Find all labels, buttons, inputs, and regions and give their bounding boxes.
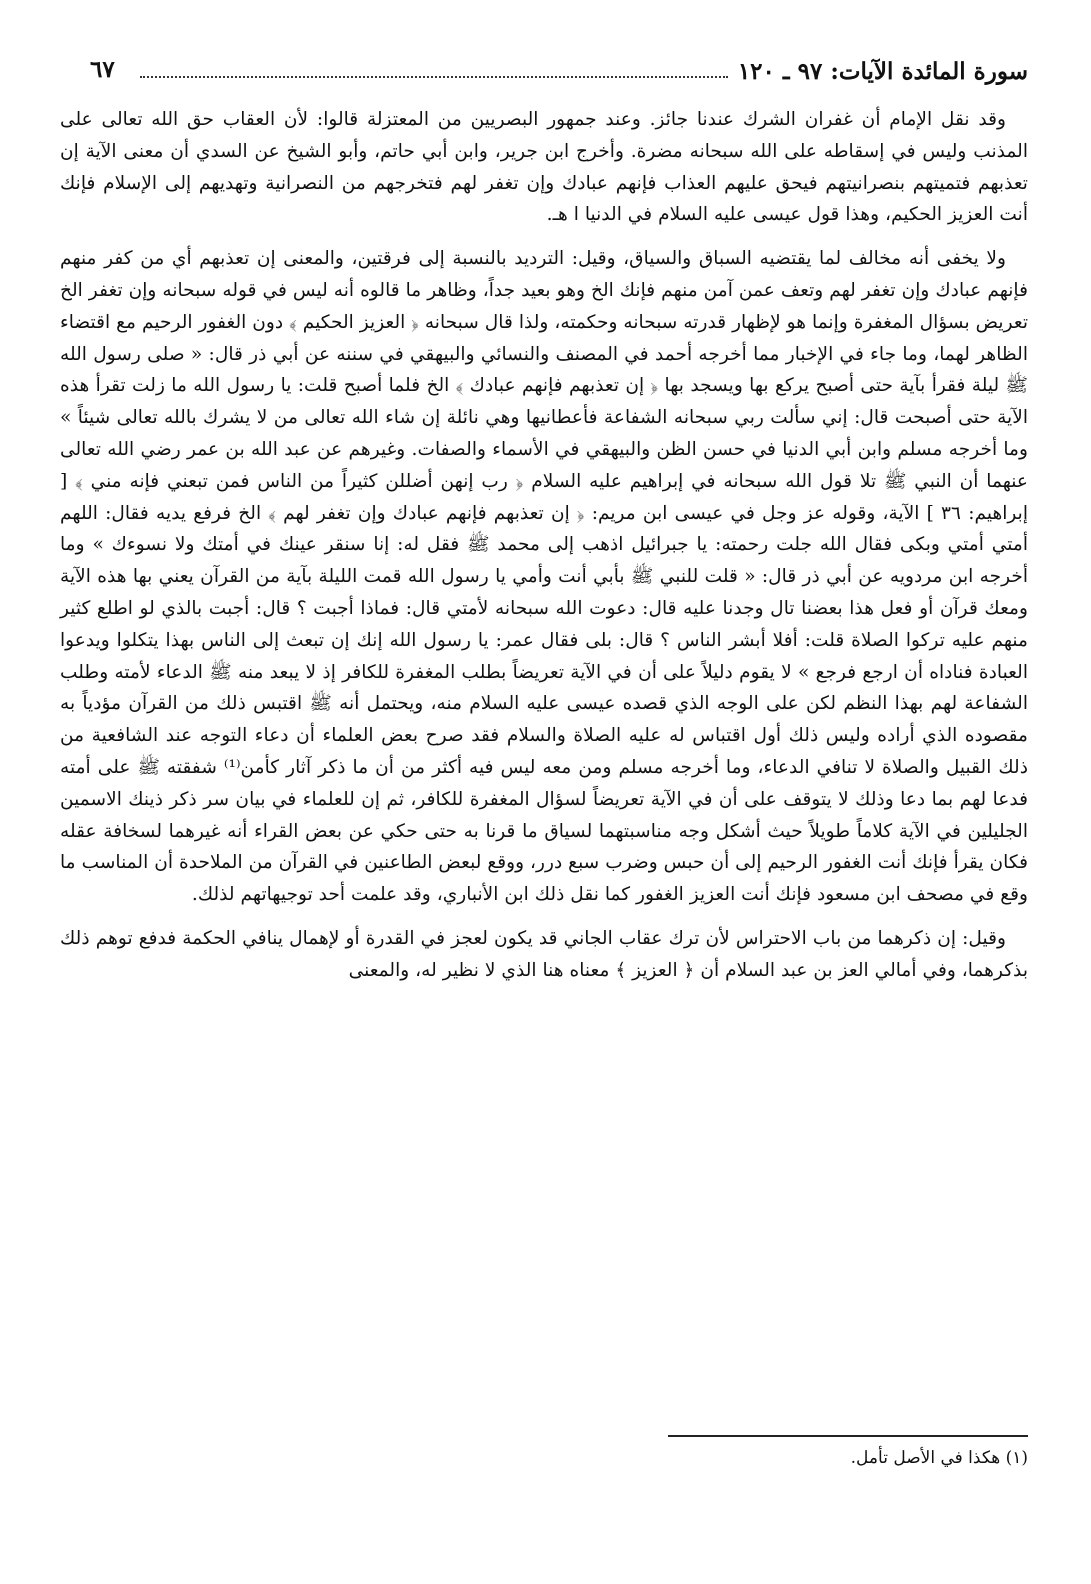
paragraph-3: وقيل: إن ذكرهما من باب الاحتراس لأن ترك عقاب الجاني قد يكون لعجز في القدرة أو لإهمال ينافي الحكمة فدفع توهم ذلك بذكرهما، وفي أمالي العز بن عبد السلام أن ﴿ العزيز ﴾ معناه هنا الذي لا نظير له، والمعنى [60, 927, 1028, 981]
footnote: (١) هكذا في الأصل تأمل. [850, 1448, 1028, 1468]
running-title: سورة المائدة الآيات: ٩٧ ـ ١٢٠ [737, 58, 1028, 85]
running-header [60, 50, 1028, 94]
paragraph-1: وقد نقل الإمام أن غفران الشرك عندنا جائز. وعند جمهور البصريين من المعتزلة قالوا: لأن العقاب حق الله تعالى على المذنب وليس في إسقاطه على الله سبحانه مضرة. وأخرج ابن جرير، وابن أبي حاتم، وأبو الشيخ عن السدي أن معنى الآية إن تعذبهم فتميتهم بنصرانيتهم فيحق عليهم العذاب فإنهم عبادك وإن تغفر لهم فتخرجهم من النصرانية وتهديهم إلى الإسلام فإنك أنت العزيز الحكيم، وهذا قول عيسى عليه السلام في الدنيا ا هـ. [60, 109, 1028, 226]
book-page [60, 50, 1028, 1550]
dotted-leader [140, 76, 728, 78]
body-text [60, 104, 1028, 987]
paragraph-2: ولا يخفى أنه مخالف لما يقتضيه السباق والسياق، وقيل: الترديد بالنسبة إلى فرقتين، والمعنى إن تعذبهم أي من كفر منهم فإنهم عبادك وإن تغفر لهم وتعف عمن آمن منهم فإنك الخ وهو بعيد جداً، وظاهر ما قالوه أنه ليس في قوله سبحانه وإن تغفر الخ تعريض بسؤال المغفرة وإنما هو لإظهار قدرته سبحانه وحكمته، ولذا قال سبحانه ﴿ العزيز الحكيم ﴾ دون الغفور الرحيم مع اقتضاء الظاهر لهما، وما جاء في الإخبار مما أخرجه أحمد في المصنف والنسائي والبيهقي في سننه عن أبي ذر قال: « صلى رسول الله ﷺ ليلة فقرأ بآية حتى أصبح يركع بها ويسجد بها ﴿ إن تعذبهم فإنهم عبادك ﴾ الخ فلما أصبح قلت: يا رسول الله ما زلت تقرأ هذه الآية حتى أصبحت قال: إني سألت ربي سبحانه الشفاعة فأعطانيها وهي نائلة إن شاء الله تعالى من لا يشرك بالله تعالى شيئاً » وما أخرجه مسلم وابن أبي الدنيا في حسن الظن والبيهقي في الأسماء والصفات. وغيرهم عن عبد الله بن عمر رضي الله تعالى عنهما أن النبي ﷺ تلا قول الله سبحانه في إبراهيم عليه السلام ﴿ رب إنهن أضللن كثيراً من الناس فمن تبعني فإنه مني ﴾ [ إبراهيم: ٣٦ ] الآية، وقوله عز وجل في عيسى ابن مريم: ﴿ إن تعذبهم فإنهم عبادك وإن تغفر لهم ﴾ الخ فرفع يديه فقال: اللهم أمتي أمتي وبكى فقال الله جلت رحمته: يا جبرائيل اذهب إلى محمد ﷺ فقل له: إنا سنقر عينك في أمتك ولا نسوءك » وما أخرجه ابن مردويه عن أبي ذر قال: « قلت للنبي ﷺ بأبي أنت وأمي يا رسول الله قمت الليلة بآية من القرآن يعني بها هذه الآية ومعك قرآن أو فعل هذا بعضنا تال وجدنا عليه قال: دعوت الله سبحانه لأمتي قال: فماذا أجبت ؟ قال: أجبت بالذي لو اطلع كثير منهم عليه تركوا الصلاة قلت: أفلا أبشر الناس ؟ قال: بلى فقال عمر: يا رسول الله إنك إن تبعث إلى الناس بهذا يتكلوا ويدعوا العبادة فناداه أن ارجع فرجع » لا يقوم دليلاً على أن في الآية تعريضاً بطلب المغفرة للكافر إذ لا يبعد منه ﷺ الدعاء لأمته وطلب الشفاعة لهم بهذا النظم لكن على الوجه الذي قصده عيسى عليه السلام منه، ويحتمل أنه ﷺ اقتبس ذلك من القرآن مؤدياً به مقصوده الذي أراده وليس ذلك أول اقتباس له عليه الصلاة والسلام فقد صرح بعض العلماء أن دعاء التوجه عند الشافعية من ذلك القبيل والصلاة لا تنافي الدعاء، وما أخرجه مسلم ومن معه ليس فيه أكثر من أن ما ذكر آثار كأمن⁽¹⁾ شفقته ﷺ على أمته فدعا لهم بما دعا وذلك لا يتوقف على أن في الآية تعريضاً لسؤال المغفرة للكافر، ثم إن للعلماء في بيان سر ذكر ذينك الاسمين الجليلين في الآية كلاماً طويلاً حيث أشكل وجه مناسبتهما لسياق ما قرنا به حتى حكي عن بعض القراء أنه غيرهما لسخافة عقله فكان يقرأ فإنك أنت الغفور الرحيم إلى أن حبس وضرب سبع درر، ووقع لبعض الطاعنين في القرآن من الملاحدة أن المناسب ما وقع في مصحف ابن مسعود فإنك أنت العزيز الغفور كما نقل ذلك ابن الأنباري، وقد علمت أحد توجيهاتهم لذلك. [60, 248, 1029, 906]
footnote-divider [668, 1435, 1028, 1437]
page-number: ٦٧ [90, 56, 115, 83]
